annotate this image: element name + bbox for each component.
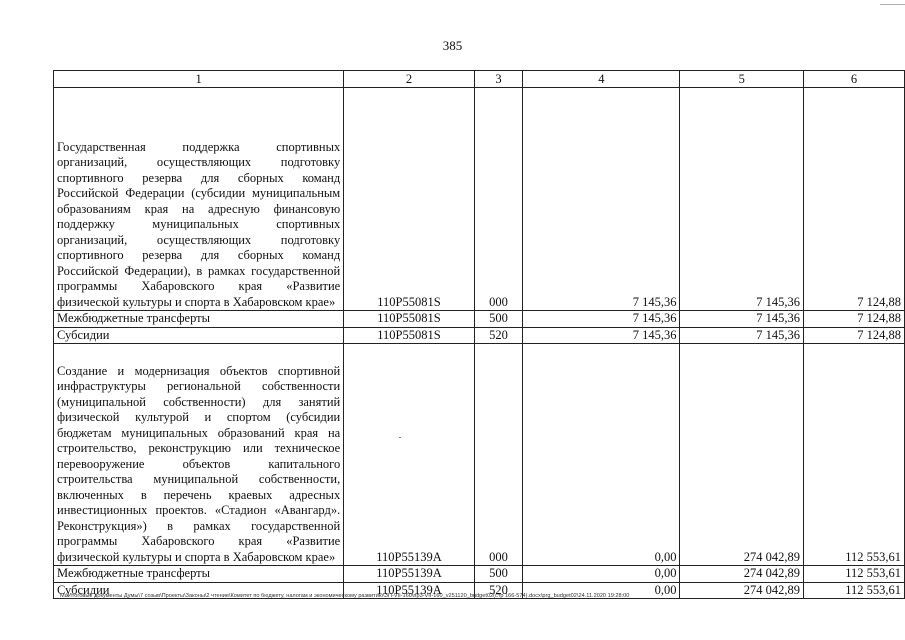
- row-value: 274 042,89: [680, 582, 803, 599]
- row-name: Субсидии: [54, 582, 344, 599]
- row-code: 110Р55081S: [344, 88, 475, 311]
- row-value: 7 124,88: [803, 88, 904, 311]
- table-row: [54, 311, 905, 328]
- row-kvr: 000: [474, 88, 522, 311]
- row-code: 110Р55139А: [344, 582, 475, 599]
- row-value: 7 145,36: [680, 88, 803, 311]
- header-cell: 1: [54, 71, 344, 88]
- row-kvr: 500: [474, 566, 522, 583]
- table-row: [54, 344, 905, 566]
- row-name: Субсидии: [54, 327, 344, 344]
- page-number: 385: [442, 38, 463, 53]
- table-row: [54, 566, 905, 583]
- header-cell: 2: [344, 71, 475, 88]
- row-value: 7 124,88: [803, 311, 904, 328]
- row-value: 7 145,36: [680, 311, 803, 328]
- top-rule: [880, 4, 905, 5]
- row-value: 0,00: [523, 566, 680, 583]
- row-value: 7 145,36: [680, 327, 803, 344]
- header-row: [54, 71, 905, 88]
- row-kvr: 520: [474, 582, 522, 599]
- row-kvr: 500: [474, 311, 522, 328]
- row-name: Межбюджетные трансферты: [54, 311, 344, 328]
- header-cell: 4: [523, 71, 680, 88]
- row-value: 7 145,36: [523, 327, 680, 344]
- table-row: [54, 88, 905, 311]
- scan-speck: [399, 437, 401, 438]
- row-name: Государственная поддержка спортивных организаций, осуществляющих подготовку спортивного резерва для сборных команд Российской Федерации (субсидии муниципальным образованиям края на адресную финансовую поддержку муниципальных спортивных организаций, осуществляющих подготовку спортивного резерва для сборных команд Российской Федерации), в рамках государственной программы Хабаровского края «Развитие физической культуры и спорта в Хабаровском крае»: [54, 88, 344, 311]
- header-cell: 3: [474, 71, 522, 88]
- row-name: Межбюджетные трансферты: [54, 566, 344, 583]
- footer-file-path: M:\Итоговые документы Думы\7 созыв\Проекты\Законы\2 чтение\Комитет по бюджету, налогам и экономическому развитию\ЗП-VII-160\пр3-VII-160_v251120_budget02(стр 166-574).docx\prg_budget02\24.11.2020 19:28:00: [60, 593, 630, 599]
- row-value: 112 553,61: [803, 566, 904, 583]
- row-value: 7 145,36: [523, 88, 680, 311]
- row-value: 0,00: [523, 582, 680, 599]
- header-cell: 6: [803, 71, 904, 88]
- row-value: 274 042,89: [680, 344, 803, 566]
- header-cell: 5: [680, 71, 803, 88]
- row-value: 0,00: [523, 344, 680, 566]
- row-value: 7 145,36: [523, 311, 680, 328]
- row-value: 112 553,61: [803, 344, 904, 566]
- row-code: 110Р55139А: [344, 566, 475, 583]
- row-code: 110Р55139А: [344, 344, 475, 566]
- budget-table: [53, 70, 905, 599]
- row-value: 274 042,89: [680, 566, 803, 583]
- row-value: 7 124,88: [803, 327, 904, 344]
- row-name: Создание и модернизация объектов спортивной инфраструктуры региональной собственности (муниципальной собственности) для занятий физической культурой и спортом (субсидии бюджетам муниципальных образований края на строительство, реконструкцию или техническое перевооружение объектов капитального строительства муниципальной собственности, включенных в перечень краевых адресных инвестиционных проектов. «Стадион «Авангард». Реконструкция») в рамках государственной программы Хабаровского края «Развитие физической культуры и спорта в Хабаровском крае»: [54, 344, 344, 566]
- row-value: 112 553,61: [803, 582, 904, 599]
- row-kvr: 520: [474, 327, 522, 344]
- row-code: 110Р55081S: [344, 327, 475, 344]
- table-row: [54, 327, 905, 344]
- row-code: 110Р55081S: [344, 311, 475, 328]
- row-kvr: 000: [474, 344, 522, 566]
